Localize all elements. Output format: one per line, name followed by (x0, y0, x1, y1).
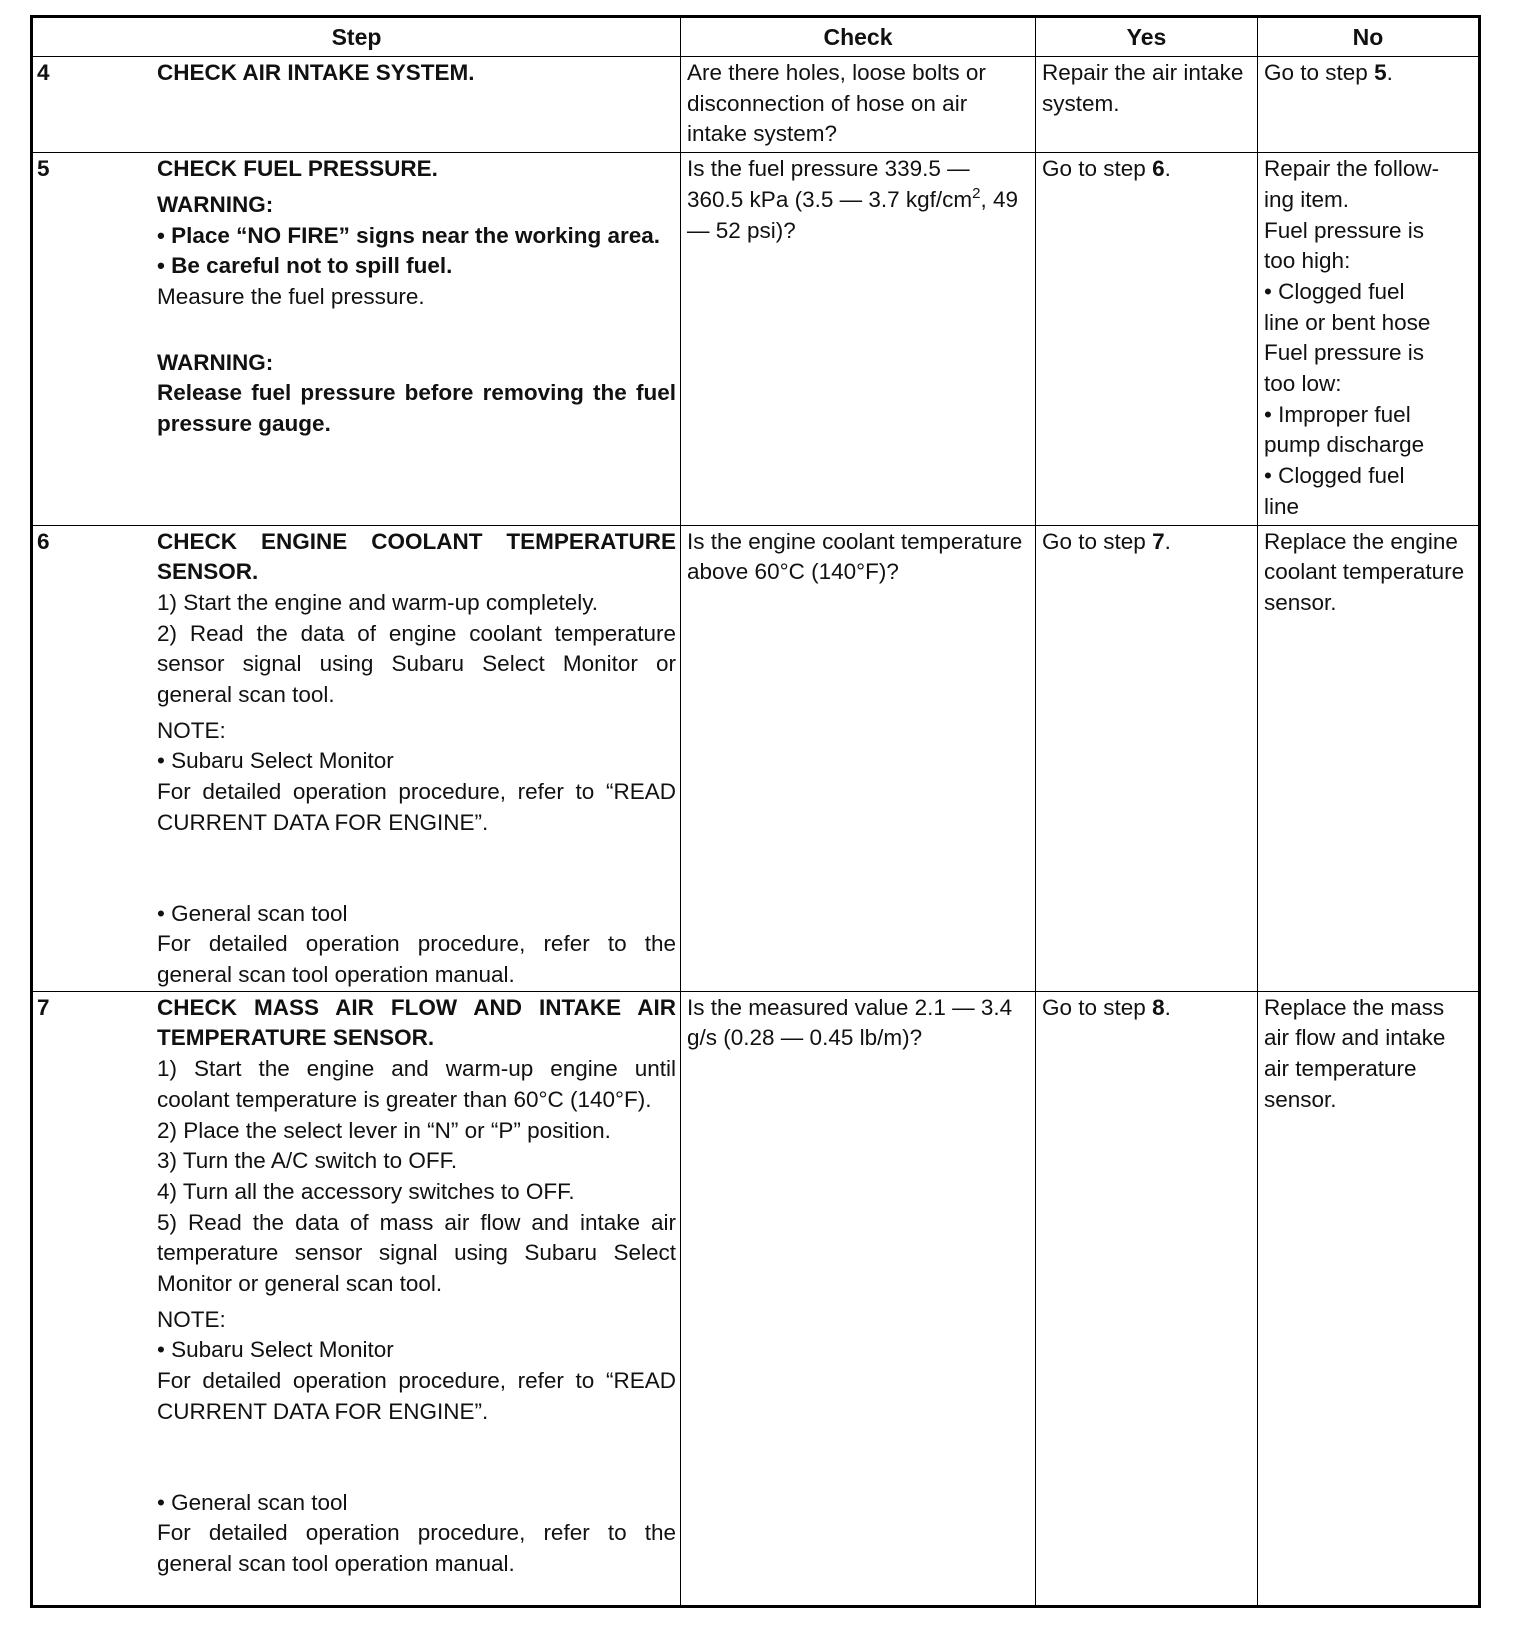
no-text: Go to step (1264, 60, 1375, 85)
table-row-step-4 (32, 57, 1480, 153)
no-line: too high: (1264, 248, 1351, 274)
note-item: • Subaru Select Monitor (157, 1337, 394, 1363)
no-line: Fuel pressure is (1264, 340, 1425, 366)
step-number: 6 (37, 528, 50, 554)
yes-cell (1036, 153, 1258, 525)
yes-step-ref: 8 (1152, 994, 1165, 1020)
check-cell (681, 153, 1036, 525)
step-body (157, 57, 676, 89)
step-body (157, 992, 676, 1580)
note-text: For detailed operation procedure, refer to the general scan tool operation manual. (157, 931, 676, 987)
no-line: line or bent hose (1264, 309, 1431, 335)
header-step: Step (32, 17, 681, 57)
yes-cell (1036, 991, 1258, 1606)
no-cell (1258, 991, 1480, 1606)
note-item: • Subaru Select Monitor (157, 748, 394, 774)
warning-title: WARNING: (157, 191, 274, 217)
check-text: Is the measured value 2.1 — 3.4 g/s (0.28 — 0.45 lb/m)? (687, 994, 1013, 1051)
check-superscript: 2 (972, 184, 981, 202)
warning-title: WARNING: (157, 349, 274, 375)
step-number: 7 (37, 994, 50, 1020)
note-text: For detailed operation procedure, refer to “READ CURRENT DATA FOR ENGINE”. (157, 779, 676, 835)
procedure-step: 1) Start the engine and warm-up completely. (157, 589, 599, 615)
note-item: • General scan tool (157, 1489, 348, 1515)
warning-item: • Place “NO FIRE” signs near the working area. (157, 222, 661, 248)
check-text: Is the fuel pressure 339.5 — 360.5 kPa (3.5 — 3.7 kgf/cm (687, 156, 973, 212)
yes-text: Go to step (1042, 156, 1153, 182)
warning-text: Release fuel pressure before removing the fuel pressure gauge. (157, 380, 676, 437)
step-number: 5 (37, 156, 50, 182)
yes-text-suffix: . (1164, 994, 1171, 1020)
yes-step-ref: 6 (1152, 156, 1165, 182)
procedure-step: 3) Turn the A/C switch to OFF. (157, 1148, 458, 1174)
note-text: For detailed operation procedure, refer to “READ CURRENT DATA FOR ENGINE”. (157, 1368, 676, 1424)
no-text: Replace the engine coolant temperature sensor. (1264, 528, 1465, 615)
check-text: Is the engine coolant temperature above 60°C (140°F)? (687, 528, 1023, 585)
check-cell (681, 991, 1036, 1606)
no-line: Repair the follow- (1264, 156, 1440, 182)
header-yes: Yes (1036, 17, 1258, 57)
no-line: • Clogged fuel (1264, 278, 1405, 304)
no-line: too low: (1264, 371, 1342, 397)
table-row-step-5 (32, 153, 1480, 525)
check-cell (681, 525, 1036, 991)
step-title: CHECK FUEL PRESSURE. (157, 156, 438, 182)
procedure-step: 2) Read the data of engine coolant temperature sensor signal using Subaru Select Monitor or general scan tool. (157, 620, 676, 708)
yes-text: Go to step (1042, 994, 1153, 1020)
step-cell (32, 525, 681, 991)
no-text-suffix: . (1386, 60, 1393, 85)
check-text-end: , 49 — 52 psi)? (687, 186, 1019, 243)
check-cell (681, 57, 1036, 153)
no-step-ref: 5 (1374, 60, 1387, 85)
no-line: Fuel pressure is (1264, 217, 1425, 243)
procedure-step: 1) Start the engine and warm-up engine until coolant temperature is greater than 60°C (140°F). (157, 1056, 676, 1112)
yes-text-suffix: . (1164, 156, 1171, 182)
table-header-row (32, 17, 1480, 57)
no-cell (1258, 57, 1480, 153)
yes-cell (1036, 57, 1258, 153)
step-title: CHECK MASS AIR FLOW AND INTAKE AIR TEMPERATURE SENSOR. (157, 994, 676, 1051)
no-line: • Clogged fuel (1264, 463, 1405, 489)
note-item: • General scan tool (157, 900, 348, 926)
yes-text: Repair the air intake system. (1042, 60, 1244, 116)
step-title: CHECK AIR INTAKE SYSTEM. (157, 60, 475, 85)
step-instruction: Measure the fuel pressure. (157, 283, 425, 309)
procedure-step: 2) Place the select lever in “N” or “P” position. (157, 1117, 611, 1143)
yes-text-suffix: . (1164, 528, 1171, 554)
step-cell (32, 991, 681, 1606)
table-row-step-7 (32, 991, 1480, 1606)
no-line: ing item. (1264, 186, 1350, 212)
step-cell (32, 57, 681, 153)
header-no: No (1258, 17, 1480, 57)
table-row-step-6 (32, 525, 1480, 991)
no-cell (1258, 153, 1480, 525)
yes-step-ref: 7 (1152, 528, 1165, 554)
note-title: NOTE: (157, 1306, 226, 1332)
header-check: Check (681, 17, 1036, 57)
step-title: CHECK ENGINE COOLANT TEMPERATURE SENSOR. (157, 528, 676, 585)
note-title: NOTE: (157, 717, 226, 743)
yes-cell (1036, 525, 1258, 991)
check-text: Are there holes, loose bolts or disconnection of hose on air intake system? (687, 60, 986, 147)
procedure-step: 5) Read the data of mass air flow and intake air temperature sensor signal using Subaru Select Monitor or general scan tool. (157, 1209, 676, 1297)
yes-text: Go to step (1042, 528, 1153, 554)
no-line: line (1264, 493, 1300, 519)
no-text: Replace the mass air flow and intake air temperature sensor. (1264, 994, 1446, 1112)
no-line: • Improper fuel (1264, 401, 1411, 427)
no-cell (1258, 525, 1480, 991)
procedure-step: 4) Turn all the accessory switches to OFF. (157, 1178, 575, 1204)
step-body (157, 526, 676, 991)
warning-item: • Be careful not to spill fuel. (157, 253, 453, 279)
no-line: pump discharge (1264, 432, 1425, 458)
diagnostic-table (30, 15, 1481, 1608)
step-number: 4 (37, 60, 50, 85)
step-cell (32, 153, 681, 525)
step-body (157, 153, 676, 440)
note-text: For detailed operation procedure, refer to the general scan tool operation manual. (157, 1520, 676, 1576)
